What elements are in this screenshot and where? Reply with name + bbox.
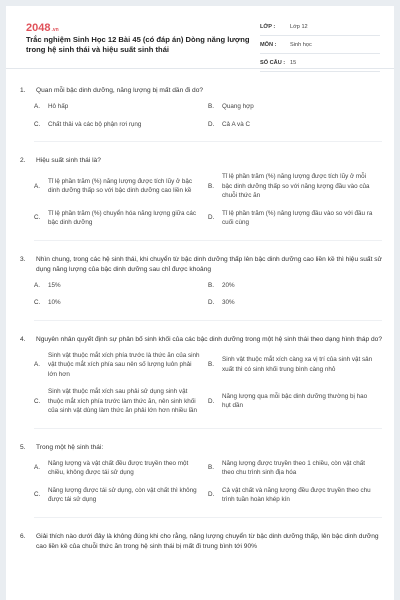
question-number: 6. (20, 532, 26, 540)
option-letter: C. (34, 120, 41, 128)
question-4 (20, 335, 382, 429)
option-letter: A. (34, 182, 40, 190)
meta-key: MÔN : (260, 41, 277, 48)
option-text: Cả A và C (222, 120, 251, 128)
logo-suffix: .vn (51, 27, 59, 33)
option-b[interactable] (208, 281, 382, 291)
option-text: Hô hấp (48, 103, 69, 110)
option-d[interactable] (208, 120, 382, 130)
option-letter: C. (34, 397, 41, 405)
option-text: Tỉ lệ phần trăm (%) năng lượng được tích lũy ở bậc dinh dưỡng thấp so với bậc dinh dưỡng cao liền kề (48, 177, 193, 195)
logo-text: 2048 (26, 22, 51, 34)
option-d[interactable] (208, 387, 382, 416)
option-text: Chất thải và các bộ phận rơi rụng (48, 120, 142, 128)
question-2 (20, 156, 382, 241)
option-group (34, 281, 382, 321)
page-title: Trắc nghiệm Sinh Học 12 Bài 45 (có đáp án) Dòng năng lượng trong hệ sinh thái và hiệu suất sinh thái (26, 35, 250, 54)
meta-row-class (260, 18, 380, 36)
page-header (6, 6, 394, 69)
option-letter: C. (34, 299, 41, 306)
meta-row-count (260, 54, 380, 72)
question-number: 5. (20, 443, 26, 451)
option-letter: D. (208, 120, 215, 128)
option-c[interactable] (34, 387, 208, 416)
option-letter: C. (34, 214, 41, 222)
option-b[interactable] (208, 172, 382, 201)
question-6 (20, 532, 382, 552)
option-letter: B. (208, 281, 214, 289)
meta-key: SỐ CÂU : (260, 59, 286, 66)
option-letter: D. (208, 299, 215, 306)
question-3 (20, 255, 382, 321)
meta-table (260, 18, 380, 72)
option-d[interactable] (208, 298, 382, 308)
option-b[interactable] (208, 459, 382, 478)
option-a[interactable] (34, 102, 208, 112)
option-text: Quang hợp (222, 103, 254, 110)
option-b[interactable] (208, 351, 382, 380)
option-letter: A. (34, 361, 40, 368)
option-a[interactable] (34, 351, 208, 380)
option-d[interactable] (208, 209, 382, 228)
option-letter: B. (208, 182, 214, 190)
option-a[interactable] (34, 281, 208, 291)
option-group (34, 459, 382, 518)
option-c[interactable] (34, 209, 208, 228)
option-letter: D. (208, 397, 215, 405)
question-list (20, 86, 382, 566)
option-a[interactable] (34, 459, 208, 478)
option-letter: A. (34, 464, 40, 472)
option-letter: B. (208, 464, 214, 472)
question-5 (20, 443, 382, 518)
question-number: 2. (20, 157, 26, 164)
meta-value: Sinh học (290, 41, 312, 48)
option-text: Sinh vật thuộc mắt xích phía trước là thức ăn của sinh vật thuộc mắt xích phía sau nên số lượng luôn phải lớn hơn (48, 351, 200, 378)
option-letter: B. (208, 103, 214, 110)
question-text: Hiệu suất sinh thái là? (36, 157, 101, 164)
meta-value: 15 (290, 59, 297, 66)
question-number: 3. (20, 255, 26, 263)
option-text: Cả vật chất và năng lượng đều được truyền theo chu trình tuần hoàn khép kín (222, 486, 371, 503)
option-group (34, 102, 382, 142)
option-group (34, 351, 382, 429)
meta-value: Lớp 12 (290, 23, 308, 30)
site-logo[interactable] (26, 22, 59, 34)
page (6, 6, 394, 600)
question-text: Nguyên nhân quyết định sự phân bố sinh khối của các bậc dinh dưỡng trong một hệ sinh thái theo dạng hình tháp do? (36, 335, 383, 343)
option-group (34, 172, 382, 241)
question-number: 1. (20, 87, 26, 94)
option-text: Tỉ lệ phần trăm (%) năng lượng đầu vào so với đầu ra cuối cùng (222, 209, 373, 226)
question-1 (20, 86, 382, 142)
question-text: Giải thích nào dưới đây là không đúng khi cho rằng, năng lượng chuyển từ bậc dinh dưỡng thấp, lên bậc dinh dưỡng cao liền kề của chuỗi thức ăn trong hệ sinh thái bị mất đi trung bình tới 90% (36, 532, 379, 550)
option-text: 20% (222, 281, 235, 289)
option-text: 30% (222, 299, 235, 306)
option-letter: A. (34, 103, 40, 110)
option-c[interactable] (34, 298, 208, 308)
option-text: Năng lượng qua mỗi bậc dinh dưỡng thường bị hao hụt dần (222, 392, 368, 410)
question-number: 4. (20, 335, 26, 343)
option-text: 15% (48, 281, 61, 289)
option-text: Tỉ lệ phần trăm (%) chuyển hóa năng lượng giữa các bậc dinh dưỡng (48, 209, 197, 226)
option-letter: A. (34, 281, 40, 289)
question-text: Nhìn chung, trong các hệ sinh thái, khi chuyển từ bậc dinh dưỡng thấp lên bậc dinh dưỡng cao liền kề thì hiệu suất sử dụng năng lượng của bậc dinh dưỡng sau chỉ được khoảng (36, 255, 382, 273)
option-letter: B. (208, 361, 214, 368)
option-text: Năng lượng được truyền theo 1 chiều, còn vật chất theo chu trình sinh địa hóa (222, 459, 366, 476)
meta-key: LỚP : (260, 23, 276, 30)
option-letter: C. (34, 491, 41, 499)
option-letter: D. (208, 491, 215, 499)
question-text: Quan mỗi bậc dinh dưỡng, năng lượng bị mất dần đi do? (36, 87, 204, 94)
option-text: Sinh vật thuộc mắt xích càng xa vị trí của sinh vật sản xuất thì có sinh khối trung bình càng nhỏ (222, 356, 373, 373)
option-c[interactable] (34, 486, 208, 505)
option-text: Năng lượng được tái sử dụng, còn vật chất thì không được tái sử dụng (48, 486, 197, 503)
option-a[interactable] (34, 172, 208, 201)
option-d[interactable] (208, 486, 382, 505)
option-text: Sinh vật thuộc mắt xích sau phải sử dụng sinh vật thuộc mắt xích phía trước làm thức ăn, nên sinh khối của sinh vật dùng làm thức ăn phải lớn hơn nhiều lần (48, 388, 198, 414)
option-text: 10% (48, 299, 61, 306)
question-text: Trong một hệ sinh thái: (36, 443, 104, 451)
option-text: Tỉ lệ phần trăm (%) năng lượng được tích lũy ở mỗi bậc dinh dưỡng thấp so với năng lượng đầu vào của chuỗi thức ăn (222, 173, 370, 199)
option-letter: D. (208, 214, 215, 222)
meta-row-subject (260, 36, 380, 54)
option-b[interactable] (208, 102, 382, 112)
option-c[interactable] (34, 120, 208, 130)
option-text: Năng lượng và vật chất đều được truyền theo một chiều, không được tái sử dụng (48, 459, 189, 476)
